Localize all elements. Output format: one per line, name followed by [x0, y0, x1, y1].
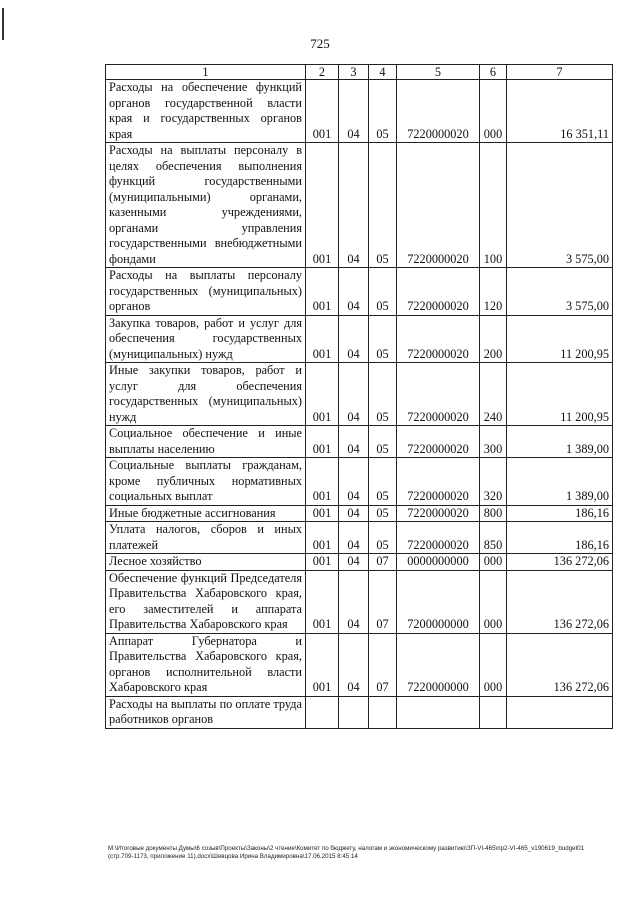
row-code-4: 05 [369, 143, 397, 268]
row-code-5: 7220000020 [397, 268, 480, 316]
row-name: Расходы на выплаты по оплате труда работников органов [106, 696, 306, 728]
row-name: Расходы на выплаты персоналу в целях обеспечения выполнения функций государственными (муниципальными) органами, казенными учреждениями, органами управления государственными внебюджетными фондами [106, 143, 306, 268]
row-code-5: 7220000020 [397, 315, 480, 363]
row-name: Расходы на выплаты персоналу государственных (муниципальных) органов [106, 268, 306, 316]
row-code-3: 04 [339, 554, 369, 571]
row-amount: 16 351,11 [507, 80, 613, 143]
row-code-4: 07 [369, 570, 397, 633]
row-code-4: 05 [369, 363, 397, 426]
row-code-2: 001 [306, 505, 339, 522]
row-code-3: 04 [339, 268, 369, 316]
row-code-6: 120 [480, 268, 507, 316]
page-number: 725 [310, 36, 330, 51]
row-code-5: 7220000000 [397, 633, 480, 696]
row-code-5 [397, 696, 480, 728]
col-header-7: 7 [507, 65, 613, 80]
row-name: Лесное хозяйство [106, 554, 306, 571]
col-header-3: 3 [339, 65, 369, 80]
row-code-3: 04 [339, 570, 369, 633]
row-code-6: 300 [480, 426, 507, 458]
row-code-2: 001 [306, 80, 339, 143]
row-name: Уплата налогов, сборов и иных платежей [106, 522, 306, 554]
row-amount: 1 389,00 [507, 426, 613, 458]
table-row [106, 458, 613, 506]
row-amount: 136 272,06 [507, 570, 613, 633]
row-code-6: 850 [480, 522, 507, 554]
table-row [106, 426, 613, 458]
row-code-5: 7220000020 [397, 458, 480, 506]
row-code-3: 04 [339, 458, 369, 506]
row-code-4: 07 [369, 633, 397, 696]
row-code-5: 7220000020 [397, 505, 480, 522]
row-code-6: 240 [480, 363, 507, 426]
row-code-2: 001 [306, 315, 339, 363]
row-code-2 [306, 696, 339, 728]
budget-table [105, 64, 613, 729]
row-code-4: 05 [369, 505, 397, 522]
table-row [106, 522, 613, 554]
row-name: Социальные выплаты гражданам, кроме публичных нормативных социальных выплат [106, 458, 306, 506]
document-path-footer: M:\Итоговые документы Думы\6 созыв\Проекты\Законы\2 чтение\Комитет по бюджету, налогам и экономическому развитию\ЗП-VI-465\пр2-VI-465_v190619_budget01 (стр.709-1173, приложение 11).docx\Шевцова Ирина Владимировна\17.06.2015 8:45:14 [108, 845, 585, 860]
row-amount: 11 200,95 [507, 315, 613, 363]
col-header-5: 5 [397, 65, 480, 80]
row-code-4 [369, 696, 397, 728]
row-code-6: 000 [480, 570, 507, 633]
row-name: Иные закупки товаров, работ и услуг для обеспечения государственных (муниципальных) нужд [106, 363, 306, 426]
row-code-5: 7220000020 [397, 363, 480, 426]
row-code-4: 05 [369, 315, 397, 363]
row-code-6: 320 [480, 458, 507, 506]
row-amount: 3 575,00 [507, 143, 613, 268]
row-code-6: 200 [480, 315, 507, 363]
row-amount: 136 272,06 [507, 633, 613, 696]
table-row [106, 633, 613, 696]
row-code-5: 0000000000 [397, 554, 480, 571]
col-header-6: 6 [480, 65, 507, 80]
row-amount: 1 389,00 [507, 458, 613, 506]
col-header-1: 1 [106, 65, 306, 80]
row-code-2: 001 [306, 570, 339, 633]
row-code-6: 000 [480, 633, 507, 696]
row-amount: 136 272,06 [507, 554, 613, 571]
row-code-2: 001 [306, 633, 339, 696]
row-name: Иные бюджетные ассигнования [106, 505, 306, 522]
row-amount [507, 696, 613, 728]
row-code-5: 7220000020 [397, 143, 480, 268]
row-name: Социальное обеспечение и иные выплаты населению [106, 426, 306, 458]
row-code-6: 000 [480, 554, 507, 571]
table-row [106, 505, 613, 522]
row-code-2: 001 [306, 522, 339, 554]
table-row [106, 315, 613, 363]
row-code-4: 07 [369, 554, 397, 571]
row-code-4: 05 [369, 268, 397, 316]
col-header-2: 2 [306, 65, 339, 80]
row-code-4: 05 [369, 522, 397, 554]
row-amount: 186,16 [507, 505, 613, 522]
table-row [106, 570, 613, 633]
row-code-6: 100 [480, 143, 507, 268]
row-amount: 11 200,95 [507, 363, 613, 426]
row-code-3: 04 [339, 633, 369, 696]
row-code-2: 001 [306, 426, 339, 458]
table-row [106, 143, 613, 268]
row-name: Обеспечение функций Председателя Правительства Хабаровского края, его заместителей и аппарата Правительства Хабаровского края [106, 570, 306, 633]
row-code-3: 04 [339, 143, 369, 268]
row-code-3: 04 [339, 426, 369, 458]
row-amount: 186,16 [507, 522, 613, 554]
row-code-5: 7220000020 [397, 426, 480, 458]
row-code-2: 001 [306, 143, 339, 268]
table-row [106, 80, 613, 143]
table-row [106, 363, 613, 426]
row-code-2: 001 [306, 268, 339, 316]
table-row [106, 554, 613, 571]
row-code-3: 04 [339, 80, 369, 143]
row-code-5: 7220000020 [397, 80, 480, 143]
col-header-4: 4 [369, 65, 397, 80]
row-code-2: 001 [306, 458, 339, 506]
row-code-6: 000 [480, 80, 507, 143]
row-amount: 3 575,00 [507, 268, 613, 316]
row-code-3: 04 [339, 315, 369, 363]
row-code-3: 04 [339, 363, 369, 426]
row-code-3: 04 [339, 505, 369, 522]
row-code-5: 7220000020 [397, 522, 480, 554]
row-code-2: 001 [306, 554, 339, 571]
row-name: Расходы на обеспечение функций органов государственной власти края и государственных органов края [106, 80, 306, 143]
row-name: Аппарат Губернатора и Правительства Хабаровского края, органов исполнительной власти Хабаровского края [106, 633, 306, 696]
row-code-4: 05 [369, 458, 397, 506]
row-code-2: 001 [306, 363, 339, 426]
row-code-4: 05 [369, 80, 397, 143]
header-row [106, 65, 613, 80]
row-code-6: 800 [480, 505, 507, 522]
row-code-3 [339, 696, 369, 728]
row-code-5: 7200000000 [397, 570, 480, 633]
row-code-3: 04 [339, 522, 369, 554]
row-code-6 [480, 696, 507, 728]
table-row [106, 268, 613, 316]
row-code-4: 05 [369, 426, 397, 458]
row-name: Закупка товаров, работ и услуг для обеспечения государственных (муниципальных) нужд [106, 315, 306, 363]
table-row [106, 696, 613, 728]
